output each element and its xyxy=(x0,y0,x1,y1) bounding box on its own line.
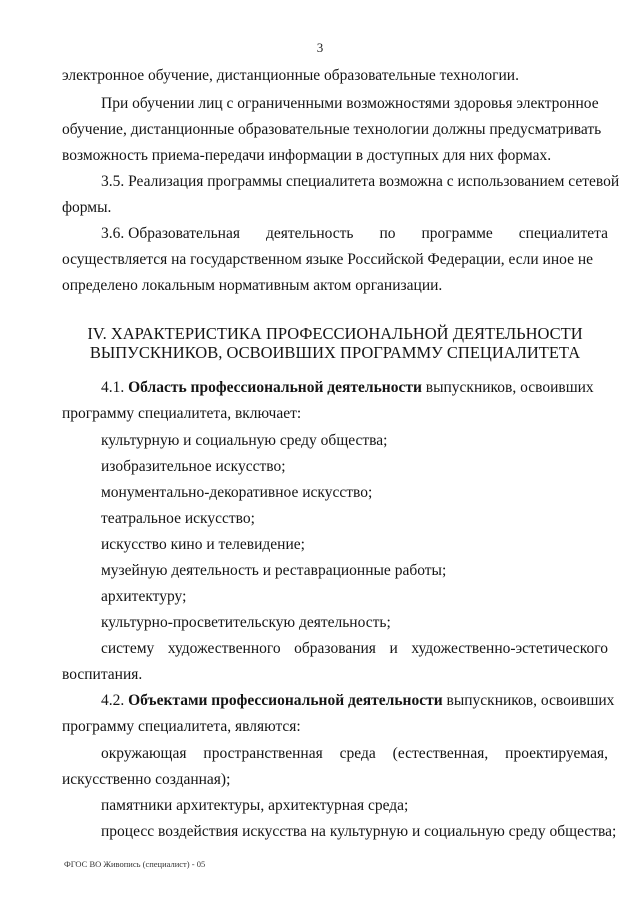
list-item-justified xyxy=(101,744,608,764)
paragraph-line: формы. xyxy=(62,199,112,216)
bold-term: Объектами профессиональной деятельности xyxy=(128,692,443,709)
list-item: культурную и социальную среду общества; xyxy=(101,432,388,449)
word: пространственная xyxy=(203,745,323,762)
list-item-continuation: искусственно созданная); xyxy=(62,771,231,788)
list-item: культурно-просветительскую деятельность; xyxy=(101,614,391,631)
paragraph-line: осуществляется на государственном языке Российской Федерации, если иное не xyxy=(62,251,594,268)
word: специалитета xyxy=(518,225,608,242)
paragraph-line: программу специалитета, включает: xyxy=(62,405,302,422)
paragraph-line: электронное обучение, дистанционные образовательные технологии. xyxy=(62,67,519,84)
word: и xyxy=(389,640,398,657)
paragraph-line: обучение, дистанционные образовательные технологии должны предусматривать xyxy=(62,121,602,138)
list-item: монументально-декоративное искусство; xyxy=(101,484,373,501)
paragraph-line: 3.5. Реализация программы специалитета возможна с использованием сетевой xyxy=(101,173,620,190)
list-item: театральное искусство; xyxy=(101,510,255,527)
word: систему xyxy=(101,640,155,657)
clause-text: выпускников, освоивших xyxy=(442,692,615,709)
clause-text: выпускников, освоивших xyxy=(421,379,594,396)
paragraph-line-justified xyxy=(101,224,608,244)
list-item: архитектуру; xyxy=(101,588,187,605)
clause-number: 4.2. xyxy=(101,692,129,709)
word: проектируемая, xyxy=(505,745,608,762)
word: программе xyxy=(421,225,493,242)
bold-term: Область профессиональной деятельности xyxy=(128,379,422,396)
page-number: 3 xyxy=(316,40,324,55)
word: среда xyxy=(339,745,376,762)
word: по xyxy=(379,225,396,242)
word: художественно-эстетического xyxy=(411,640,608,657)
paragraph-line: При обучении лиц с ограниченными возможностями здоровья электронное xyxy=(101,95,599,112)
word: окружающая xyxy=(101,745,187,762)
clause-number: 4.1. xyxy=(101,379,129,396)
word: образования xyxy=(294,640,376,657)
list-item: музейную деятельность и реставрационные работы; xyxy=(101,562,447,579)
paragraph-line: возможность приема-передачи информации в доступных для них формах. xyxy=(62,147,552,164)
paragraph-line xyxy=(101,378,594,398)
page-footer: ФГОС ВО Живопись (специалист) - 05 xyxy=(64,859,206,869)
word: деятельность xyxy=(265,225,354,242)
section-heading-line: IV. ХАРАКТЕРИСТИКА ПРОФЕССИОНАЛЬНОЙ ДЕЯТЕЛЬНОСТИ xyxy=(87,324,583,343)
list-item-justified xyxy=(101,639,608,659)
list-item: памятники архитектуры, архитектурная среда; xyxy=(101,797,409,814)
paragraph-line: программу специалитета, являются: xyxy=(62,718,301,735)
word: 3.6. Образовательная xyxy=(101,225,240,242)
word: (естественная, xyxy=(392,745,489,762)
list-item: изобразительное искусство; xyxy=(101,458,286,475)
word: художественного xyxy=(167,640,281,657)
list-item: искусство кино и телевидение; xyxy=(101,536,305,553)
paragraph-line: определено локальным нормативным актом организации. xyxy=(62,277,443,294)
paragraph-line xyxy=(101,691,614,711)
section-heading-line: ВЫПУСКНИКОВ, ОСВОИВШИХ ПРОГРАММУ СПЕЦИАЛИТЕТА xyxy=(89,343,581,362)
list-item-continuation: воспитания. xyxy=(62,666,143,683)
list-item: процесс воздействия искусства на культурную и социальную среду общества; xyxy=(101,823,617,840)
